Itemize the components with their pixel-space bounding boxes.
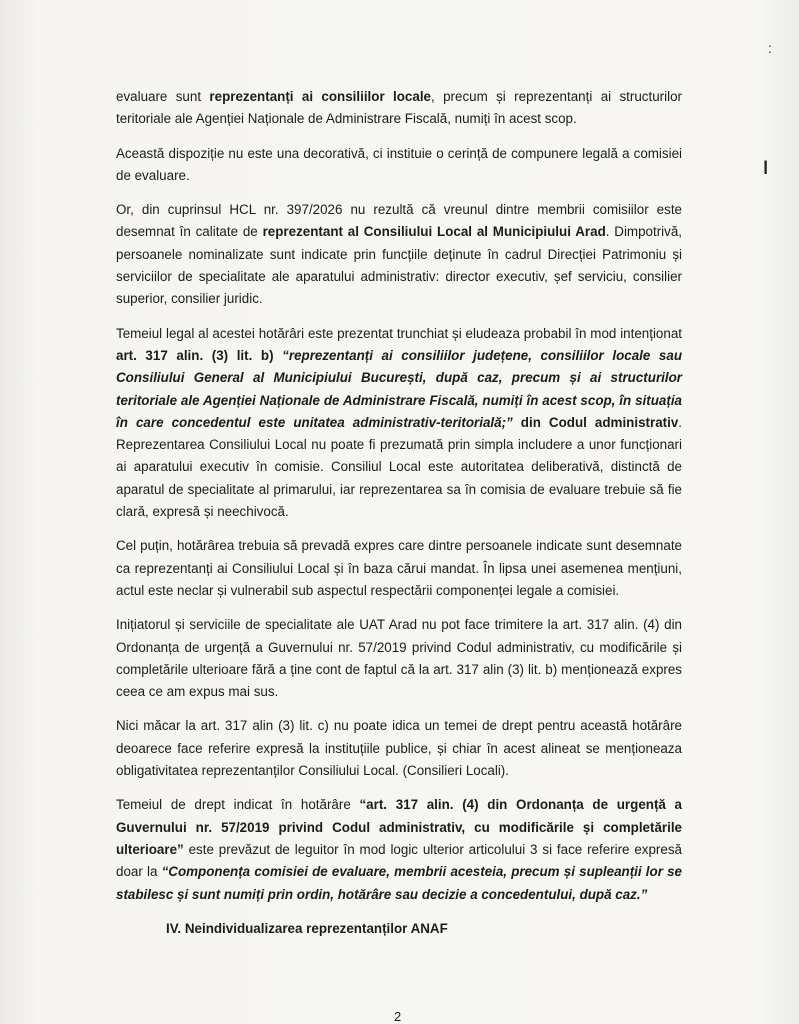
text-run: din Codul administrativ [512, 414, 679, 430]
text-run: Această dispoziție nu este una decorativă, ci instituie o cerință de compunere legală a comisiei de evaluare. [116, 145, 682, 183]
margin-mark-top: : [768, 40, 772, 56]
text-run: . Dimpotrivă, persoanele nominalizate sunt indicate prin funcțiile deținute în cadrul Direcției Patrimoniu și serviciilor de specialitate ale aparatului administrativ: director executiv, șef serviciu, consilier superior, consilier juridic. [116, 224, 683, 307]
text-run: Or, din cuprinsul HCL nr. 397/2026 nu rezultă că vreunul dintre membrii comisiilor este desemnat în calitate de [116, 202, 682, 240]
paragraph-3 [116, 199, 682, 310]
paragraph-2 [116, 143, 682, 188]
paragraph-8 [116, 794, 682, 905]
text-run: Cel puțin, hotărârea trebuia să prevadă expres care dintre persoanele indicate sunt desemnate ca reprezentanți ai Consiliului Local și în baza cărui mandat. În lipsa unei asemenea mențiuni, actul este neclar și vulnerabil sub aspectul respectării componenței legale a comisiei. [116, 538, 682, 598]
text-run: Temeiul de drept indicat în hotărâre [116, 797, 360, 813]
paragraph-6 [116, 614, 682, 703]
text-run: “reprezentanți ai consiliilor județene, consiliilor locale sau Consiliului General al Municipiului București, după caz, precum și ai structurilor teritoriale ale Agenției Naționale de Administrare Fiscală, numiți în acest scop, în situația în care concedentul este unitatea administrativ-teritorială;” [116, 347, 682, 430]
paragraph-4 [116, 323, 682, 524]
paragraph-7 [116, 715, 682, 782]
text-run: reprezentant al Consiliului Local al Municipiului Arad [262, 224, 606, 240]
text-run: “art. 317 alin. (4) din Ordonanța de urgență a Guvernului nr. 57/2019 privind Codul administrativ, cu modificările și completările ulterioare” [116, 797, 682, 857]
text-run: Inițiatorul și serviciile de specialitate ale UAT Arad nu pot face trimitere la art. 317 alin. (4) din Ordonanța de urgență a Guvernului nr. 57/2019 privind Codul administrativ, cu modificările și completările ulterioare fără a ține cont de faptul că la art. 317 alin (3) lit. b) menționează expres ceea ce am expus mai sus. [116, 617, 682, 700]
paragraph-1 [116, 86, 682, 131]
section-heading: IV. Neindividualizarea reprezentanților ANAF [166, 920, 448, 936]
text-run: Nici măcar la art. 317 alin (3) lit. c) nu poate idica un temei de drept pentru această hotărâre deoarece face referire expresă la instituțiile publice, și chiar în acest alineat se menționeaza obligativitatea reprezentanților Consiliului Local. (Consilieri Locali). [116, 718, 682, 779]
text-run: este prevăzut de leguitor în mod logic ulterior articolului 3 si face referire expresă doar la [116, 841, 682, 880]
paragraph-5 [116, 535, 682, 602]
text-run: reprezentanți ai consiliilor locale [209, 89, 431, 104]
document-body [116, 86, 682, 952]
text-run: , precum și reprezentanți ai structurilor teritoriale ale Agenției Naționale de Administrare Fiscală, numiți în acest scop. [116, 89, 682, 127]
text-run: evaluare sunt [116, 89, 210, 104]
text-run: . Reprezentarea Consiliului Local nu poate fi prezumată prin simpla includere a unor funcționari ai aparatului executiv în comisie. Consiliul Local este autoritatea deliberativă, distinctă de aparatul de specialitate al primarului, iar reprezentarea sa în comisia de evaluare trebuie să fie clară, expresă și neechivocă. [116, 414, 682, 520]
page-number: 2 [394, 1009, 402, 1024]
text-run: Temeiul legal al acestei hotărâri este prezentat trunchiat și eludeaza probabil în mod intenționat [116, 325, 682, 341]
text-run: art. 317 alin. (3) lit. b) [116, 347, 283, 363]
text-run: “Componența comisiei de evaluare, membrii acesteia, precum și supleanții lor se stabilesc și sunt numiți prin ordin, hotărâre sau decizie a concedentului, după caz.” [116, 864, 683, 902]
margin-mark-side: ı [762, 150, 770, 180]
